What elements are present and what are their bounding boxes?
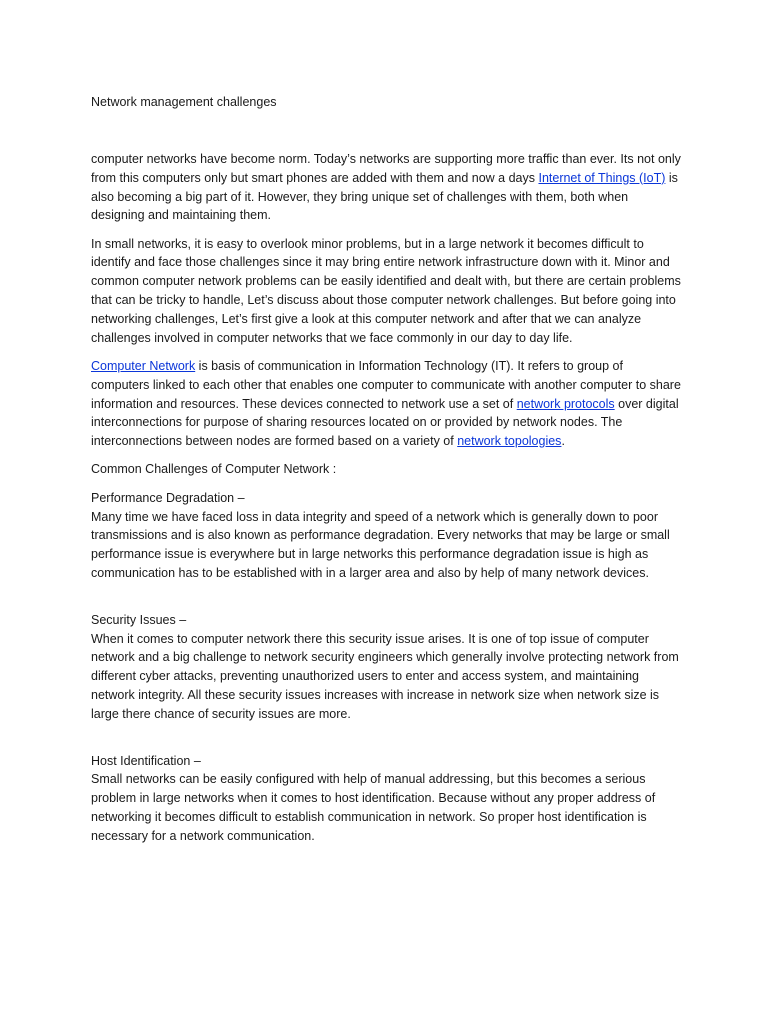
security-heading: Security Issues – — [91, 612, 187, 627]
host-identification-section — [91, 752, 681, 846]
small-networks-paragraph: In small networks, it is easy to overlook minor problems, but in a large network it becomes difficult to identify and face those challenges since it may bring entire network infrastructure down with it. Minor and common computer network problems can be easily identified and dealt with, but there are certain problems that can be tricky to handle, Let’s discuss about those computer network challenges. But before going into networking challenges, Let’s first give a look at this computer network and after that we can analyze challenges involved in computer networks that we face commonly in our day to day life. — [91, 236, 681, 345]
intro-text-1: computer networks have become norm. Today’s networks are supporting more traffic than ever. Its not only from this computers only but smart phones are added with them and now a days — [91, 152, 681, 185]
document-body — [91, 150, 681, 855]
security-text: When it comes to computer network there this security issue arises. It is one of top issue of computer network and a big challenge to network security engineers which generally involve protecting network from different cyber attacks, preventing unauthorized users to enter and access system, and maintaining network integrity. All these security issues increases with increase in network size when network size is large there chance of security issues are more. — [91, 631, 679, 721]
computer-network-paragraph — [91, 357, 681, 451]
intro-paragraph — [91, 150, 681, 225]
cn-text-2: over digital interconnections for purpose of sharing resources located on or provided by network nodes. The interconnections between nodes are formed based on a variety of — [91, 396, 679, 449]
host-identification-heading: Host Identification – — [91, 753, 201, 768]
performance-section — [91, 489, 681, 583]
cn-text-1: is basis of communication in Information Technology (IT). It refers to group of computers linked to each other that enables one computer to communicate with another computer to share information and resources. These devices connected to network use a set of — [91, 358, 681, 411]
common-challenges-heading: Common Challenges of Computer Network : — [91, 462, 337, 477]
performance-text: Many time we have faced loss in data integrity and speed of a network which is generally down to poor transmissions and is also known as performance degradation. Every networks that may be large or small performance issue is everywhere but in large networks this performance degradation issue is high as communication has to be established with in a larger area and also by help of many network devices. — [91, 509, 670, 580]
host-identification-text: Small networks can be easily configured with help of manual addressing, but this becomes a serious problem in large networks when it comes to host identification. Because without any proper address of networking it becomes difficult to establish communication in network. So proper host identification is necessary for a network communication. — [91, 772, 656, 843]
document-title: Network management challenges — [91, 95, 277, 109]
computer-network-link[interactable]: Computer Network — [91, 358, 196, 373]
performance-heading: Performance Degradation – — [91, 490, 245, 505]
security-section — [91, 611, 681, 724]
network-protocols-link[interactable]: network protocols — [516, 396, 615, 411]
cn-text-3: . — [561, 434, 565, 449]
intro-text-2: is also becoming a big part of it. However, they bring unique set of challenges with them, both when designing and maintaining them. — [91, 170, 678, 223]
network-topologies-link[interactable]: network topologies — [457, 434, 562, 449]
iot-link[interactable]: Internet of Things (IoT) — [538, 170, 666, 185]
